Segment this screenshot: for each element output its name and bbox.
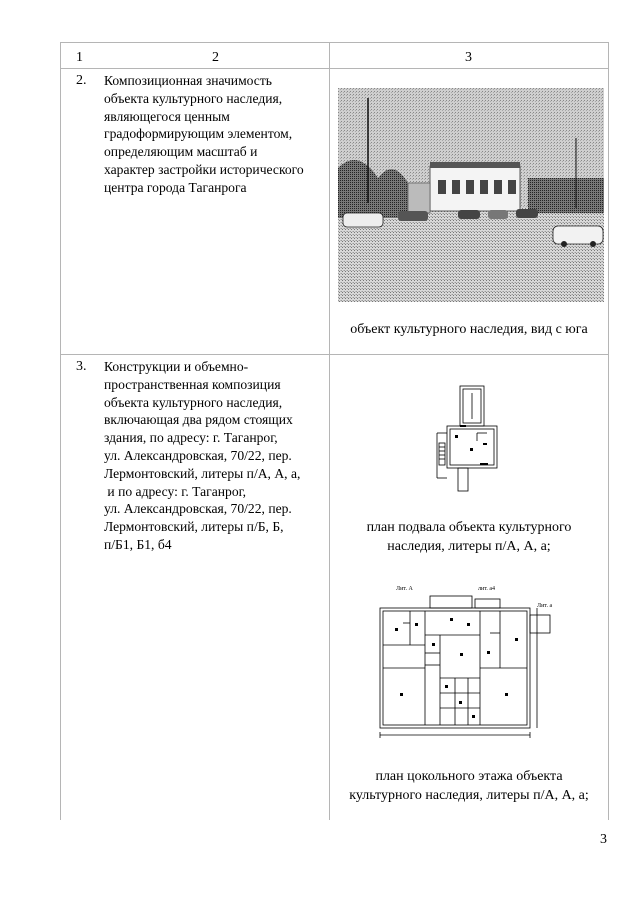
basement-floor-plan	[425, 383, 507, 495]
row-description	[104, 72, 326, 197]
table-right-border	[608, 42, 609, 820]
text-line: характер застройки исторического	[104, 161, 304, 177]
text-line: объекта культурного наследия,	[104, 394, 283, 410]
text-line: включающая два рядом стоящих	[104, 412, 293, 428]
text-line: ул. Александровская, 70/22, пер.	[104, 501, 292, 517]
table-row-border	[60, 354, 608, 355]
caption-line: культурного наследия, литеры п/А, А, а;	[349, 788, 589, 803]
building-photo	[338, 88, 604, 302]
text-line: п/Б1, Б1, б4	[104, 536, 172, 552]
text-line: градоформирующим элементом,	[104, 126, 293, 142]
text-line: Лермонтовский, литеры п/Б, Б,	[104, 519, 284, 535]
ground-floor-plan	[375, 593, 555, 745]
text-line: здания, по адресу: г. Таганрог,	[104, 430, 278, 446]
text-line: являющегося ценным	[104, 108, 230, 124]
plan-label-lit-a4: лит. а4	[478, 586, 496, 592]
row-number: 3.	[76, 359, 87, 374]
caption-line: наследия, литеры п/А, А, а;	[387, 539, 551, 554]
caption-line: план цокольного этажа объекта	[375, 769, 563, 784]
plan-label-lit-a-small: Лит. а	[537, 603, 553, 609]
text-line: пространственная композиция	[104, 376, 281, 392]
ground-floor-caption	[332, 767, 606, 805]
table-top-border	[60, 42, 608, 43]
text-line: Конструкции и объемно-	[104, 359, 249, 374]
column-header-1: 1	[76, 50, 83, 65]
column-header-3: 3	[465, 50, 472, 65]
text-line: Лермонтовский, литеры п/А, А, а,	[104, 465, 301, 481]
caption-line: план подвала объекта культурного	[366, 520, 572, 535]
table-mid-border	[329, 42, 330, 820]
text-line: и по адресу: г. Таганрог,	[104, 483, 247, 499]
text-line: центра города Таганрога	[104, 179, 247, 195]
row-number: 2.	[76, 73, 87, 88]
row-description	[104, 358, 326, 554]
text-line: объекта культурного наследия,	[104, 90, 283, 106]
page-number: 3	[600, 832, 607, 847]
column-header-2: 2	[212, 50, 219, 65]
photo-caption: объект культурного наследия, вид с юга	[350, 322, 588, 337]
basement-caption	[332, 518, 606, 556]
plan-label-lit-a: Лит. А	[396, 586, 413, 592]
text-line: ул. Александровская, 70/22, пер.	[104, 447, 292, 463]
text-line: определяющим масштаб и	[104, 144, 258, 160]
text-line: Композиционная значимость	[104, 73, 272, 88]
table-left-border	[60, 42, 61, 820]
table-header-border	[60, 68, 608, 69]
